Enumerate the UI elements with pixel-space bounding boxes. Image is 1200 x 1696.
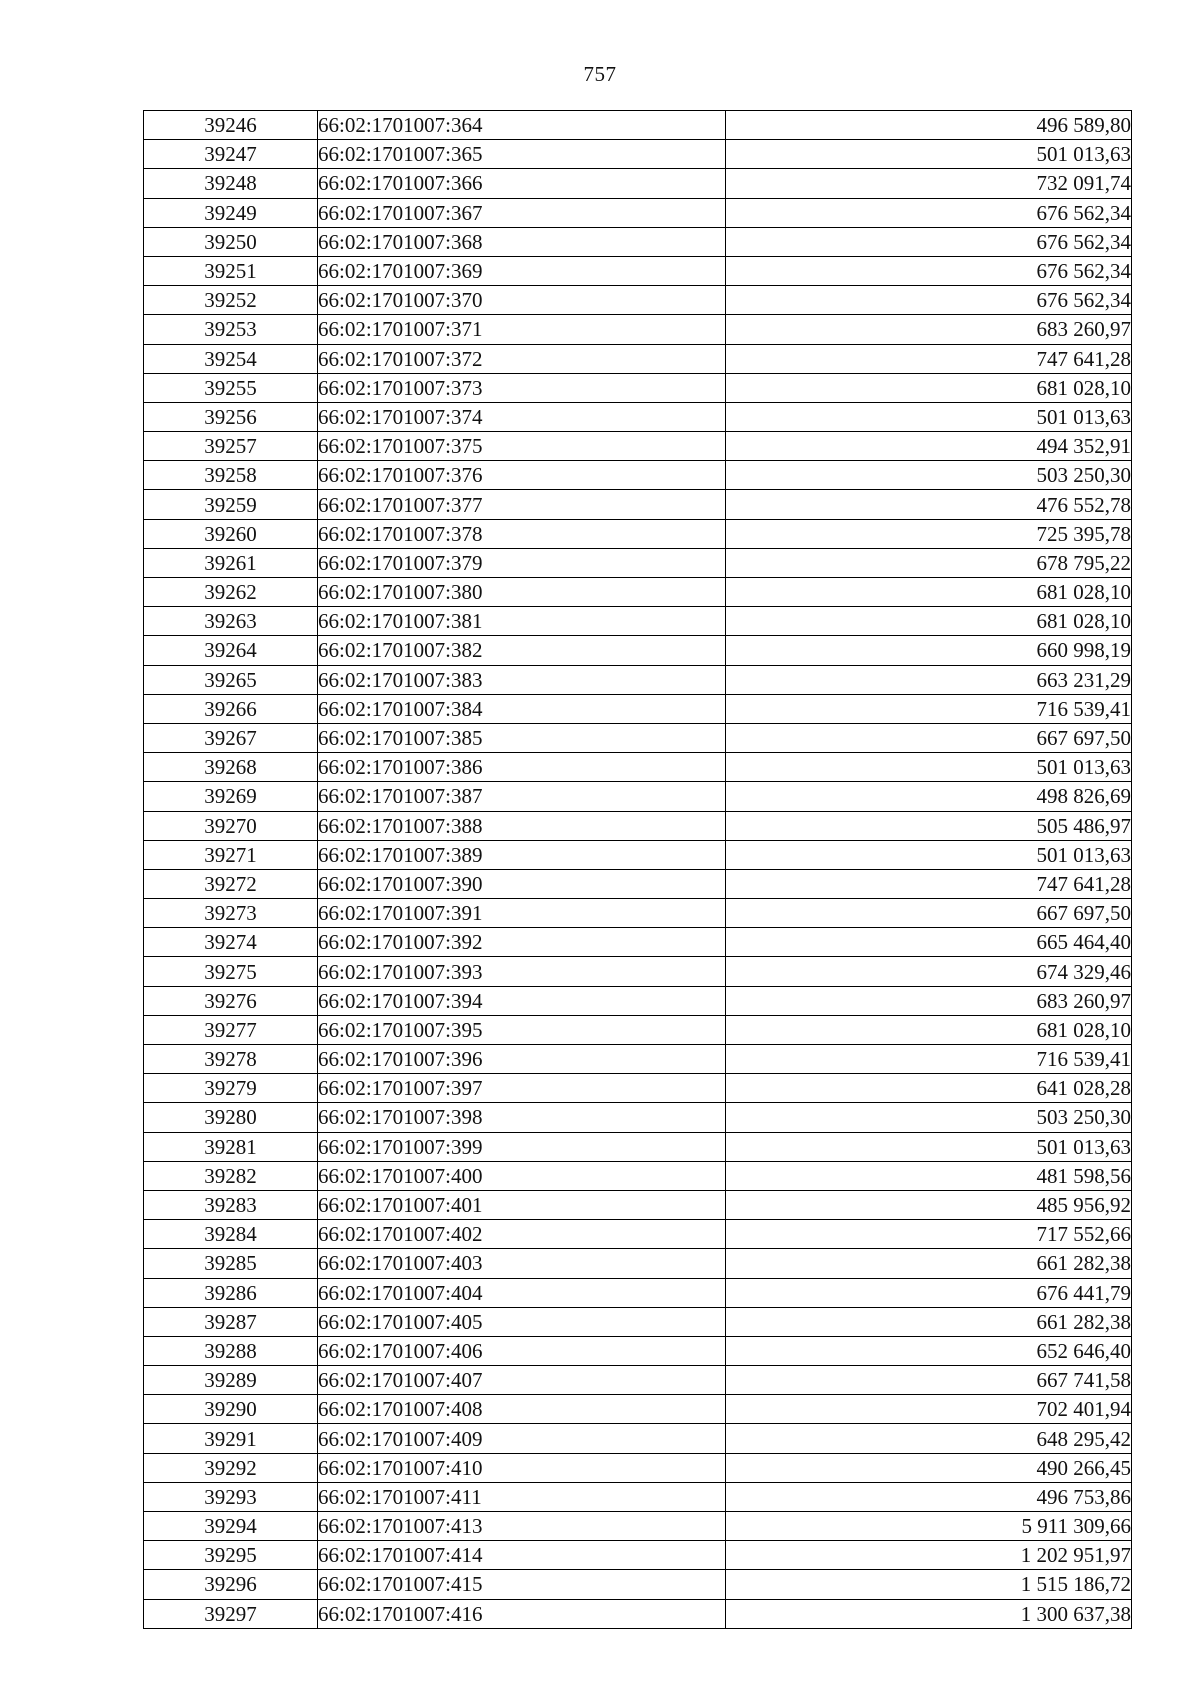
cadastral-value-cell: 498 826,69: [726, 782, 1132, 811]
cadastral-number-cell: 66:02:1701007:414: [318, 1541, 726, 1570]
row-number-cell: 39274: [144, 928, 318, 957]
cadastral-value-cell: 485 956,92: [726, 1190, 1132, 1219]
cadastral-value-cell: 648 295,42: [726, 1424, 1132, 1453]
row-number-cell: 39260: [144, 519, 318, 548]
table-row: [144, 1074, 1132, 1103]
table-row: [144, 1249, 1132, 1278]
table-row: [144, 811, 1132, 840]
cadastral-value-table: [143, 110, 1132, 1629]
cadastral-number-cell: 66:02:1701007:409: [318, 1424, 726, 1453]
row-number-cell: 39287: [144, 1307, 318, 1336]
cadastral-value-cell: 661 282,38: [726, 1249, 1132, 1278]
cadastral-number-cell: 66:02:1701007:395: [318, 1015, 726, 1044]
row-number-cell: 39252: [144, 286, 318, 315]
row-number-cell: 39273: [144, 899, 318, 928]
cadastral-number-cell: 66:02:1701007:389: [318, 840, 726, 869]
cadastral-value-cell: 667 697,50: [726, 723, 1132, 752]
cadastral-number-cell: 66:02:1701007:391: [318, 899, 726, 928]
cadastral-value-cell: 641 028,28: [726, 1074, 1132, 1103]
cadastral-number-cell: 66:02:1701007:381: [318, 607, 726, 636]
row-number-cell: 39268: [144, 753, 318, 782]
table-row: [144, 1307, 1132, 1336]
cadastral-value-cell: 747 641,28: [726, 869, 1132, 898]
table-row: [144, 869, 1132, 898]
cadastral-number-cell: 66:02:1701007:390: [318, 869, 726, 898]
table-row: [144, 753, 1132, 782]
table-row: [144, 1599, 1132, 1628]
table-row: [144, 1161, 1132, 1190]
row-number-cell: 39267: [144, 723, 318, 752]
cadastral-value-cell: 678 795,22: [726, 548, 1132, 577]
table-row: [144, 256, 1132, 285]
cadastral-value-cell: 501 013,63: [726, 140, 1132, 169]
table-row: [144, 1336, 1132, 1365]
cadastral-number-cell: 66:02:1701007:388: [318, 811, 726, 840]
table-row: [144, 490, 1132, 519]
cadastral-value-cell: 503 250,30: [726, 461, 1132, 490]
cadastral-value-cell: 496 589,80: [726, 111, 1132, 140]
row-number-cell: 39271: [144, 840, 318, 869]
cadastral-value-cell: 503 250,30: [726, 1103, 1132, 1132]
row-number-cell: 39251: [144, 256, 318, 285]
cadastral-value-cell: 652 646,40: [726, 1336, 1132, 1365]
table-row: [144, 957, 1132, 986]
table-row: [144, 140, 1132, 169]
row-number-cell: 39281: [144, 1132, 318, 1161]
table-row: [144, 1570, 1132, 1599]
row-number-cell: 39283: [144, 1190, 318, 1219]
row-number-cell: 39258: [144, 461, 318, 490]
cadastral-value-cell: 732 091,74: [726, 169, 1132, 198]
row-number-cell: 39295: [144, 1541, 318, 1570]
row-number-cell: 39250: [144, 227, 318, 256]
cadastral-value-cell: 681 028,10: [726, 578, 1132, 607]
table-row: [144, 1395, 1132, 1424]
cadastral-value-cell: 501 013,63: [726, 1132, 1132, 1161]
table-row: [144, 227, 1132, 256]
cadastral-value-cell: 490 266,45: [726, 1453, 1132, 1482]
table-row: [144, 432, 1132, 461]
cadastral-value-cell: 747 641,28: [726, 344, 1132, 373]
row-number-cell: 39288: [144, 1336, 318, 1365]
cadastral-value-cell: 496 753,86: [726, 1482, 1132, 1511]
cadastral-value-cell: 667 697,50: [726, 899, 1132, 928]
table-row: [144, 519, 1132, 548]
row-number-cell: 39294: [144, 1512, 318, 1541]
cadastral-number-cell: 66:02:1701007:366: [318, 169, 726, 198]
cadastral-number-cell: 66:02:1701007:400: [318, 1161, 726, 1190]
cadastral-number-cell: 66:02:1701007:379: [318, 548, 726, 577]
table-row: [144, 1103, 1132, 1132]
cadastral-number-cell: 66:02:1701007:374: [318, 402, 726, 431]
table-row: [144, 1015, 1132, 1044]
cadastral-value-cell: 661 282,38: [726, 1307, 1132, 1336]
cadastral-number-cell: 66:02:1701007:397: [318, 1074, 726, 1103]
table-row: [144, 1512, 1132, 1541]
cadastral-number-cell: 66:02:1701007:387: [318, 782, 726, 811]
cadastral-number-cell: 66:02:1701007:365: [318, 140, 726, 169]
row-number-cell: 39275: [144, 957, 318, 986]
cadastral-number-cell: 66:02:1701007:373: [318, 373, 726, 402]
row-number-cell: 39272: [144, 869, 318, 898]
row-number-cell: 39277: [144, 1015, 318, 1044]
row-number-cell: 39286: [144, 1278, 318, 1307]
table-row: [144, 1424, 1132, 1453]
row-number-cell: 39276: [144, 986, 318, 1015]
row-number-cell: 39255: [144, 373, 318, 402]
row-number-cell: 39289: [144, 1366, 318, 1395]
table-row: [144, 723, 1132, 752]
row-number-cell: 39292: [144, 1453, 318, 1482]
cadastral-value-cell: 683 260,97: [726, 986, 1132, 1015]
cadastral-value-cell: 676 441,79: [726, 1278, 1132, 1307]
row-number-cell: 39279: [144, 1074, 318, 1103]
row-number-cell: 39266: [144, 694, 318, 723]
cadastral-value-cell: 681 028,10: [726, 1015, 1132, 1044]
row-number-cell: 39247: [144, 140, 318, 169]
cadastral-number-cell: 66:02:1701007:396: [318, 1045, 726, 1074]
cadastral-value-cell: 501 013,63: [726, 402, 1132, 431]
row-number-cell: 39285: [144, 1249, 318, 1278]
row-number-cell: 39291: [144, 1424, 318, 1453]
row-number-cell: 39249: [144, 198, 318, 227]
cadastral-number-cell: 66:02:1701007:399: [318, 1132, 726, 1161]
row-number-cell: 39269: [144, 782, 318, 811]
table-row: [144, 607, 1132, 636]
row-number-cell: 39297: [144, 1599, 318, 1628]
cadastral-number-cell: 66:02:1701007:408: [318, 1395, 726, 1424]
cadastral-value-cell: 505 486,97: [726, 811, 1132, 840]
table-row: [144, 578, 1132, 607]
cadastral-value-cell: 663 231,29: [726, 665, 1132, 694]
cadastral-value-cell: 725 395,78: [726, 519, 1132, 548]
row-number-cell: 39257: [144, 432, 318, 461]
cadastral-number-cell: 66:02:1701007:406: [318, 1336, 726, 1365]
table-row: [144, 986, 1132, 1015]
table-row: [144, 198, 1132, 227]
cadastral-number-cell: 66:02:1701007:384: [318, 694, 726, 723]
cadastral-value-cell: 1 202 951,97: [726, 1541, 1132, 1570]
row-number-cell: 39265: [144, 665, 318, 694]
cadastral-value-cell: 681 028,10: [726, 373, 1132, 402]
row-number-cell: 39280: [144, 1103, 318, 1132]
cadastral-number-cell: 66:02:1701007:410: [318, 1453, 726, 1482]
cadastral-number-cell: 66:02:1701007:383: [318, 665, 726, 694]
row-number-cell: 39253: [144, 315, 318, 344]
cadastral-value-cell: 676 562,34: [726, 227, 1132, 256]
row-number-cell: 39246: [144, 111, 318, 140]
cadastral-number-cell: 66:02:1701007:370: [318, 286, 726, 315]
table-row: [144, 1366, 1132, 1395]
row-number-cell: 39290: [144, 1395, 318, 1424]
cadastral-number-cell: 66:02:1701007:416: [318, 1599, 726, 1628]
table-row: [144, 899, 1132, 928]
row-number-cell: 39261: [144, 548, 318, 577]
cadastral-number-cell: 66:02:1701007:394: [318, 986, 726, 1015]
table-row: [144, 636, 1132, 665]
cadastral-value-cell: 1 515 186,72: [726, 1570, 1132, 1599]
cadastral-number-cell: 66:02:1701007:415: [318, 1570, 726, 1599]
cadastral-value-cell: 681 028,10: [726, 607, 1132, 636]
cadastral-number-cell: 66:02:1701007:407: [318, 1366, 726, 1395]
table-row: [144, 373, 1132, 402]
row-number-cell: 39248: [144, 169, 318, 198]
cadastral-number-cell: 66:02:1701007:403: [318, 1249, 726, 1278]
cadastral-number-cell: 66:02:1701007:401: [318, 1190, 726, 1219]
cadastral-number-cell: 66:02:1701007:386: [318, 753, 726, 782]
cadastral-number-cell: 66:02:1701007:382: [318, 636, 726, 665]
cadastral-value-cell: 716 539,41: [726, 1045, 1132, 1074]
table-row: [144, 1278, 1132, 1307]
cadastral-number-cell: 66:02:1701007:402: [318, 1220, 726, 1249]
cadastral-value-cell: 676 562,34: [726, 256, 1132, 285]
row-number-cell: 39296: [144, 1570, 318, 1599]
table-row: [144, 286, 1132, 315]
table-row: [144, 111, 1132, 140]
table-row: [144, 1190, 1132, 1219]
cadastral-value-cell: 683 260,97: [726, 315, 1132, 344]
table-body: [144, 111, 1132, 1629]
table-row: [144, 169, 1132, 198]
table-row: [144, 1453, 1132, 1482]
cadastral-value-cell: 674 329,46: [726, 957, 1132, 986]
cadastral-value-cell: 676 562,34: [726, 286, 1132, 315]
cadastral-value-cell: 676 562,34: [726, 198, 1132, 227]
cadastral-value-cell: 660 998,19: [726, 636, 1132, 665]
page-number: 757: [583, 62, 617, 86]
table-row: [144, 548, 1132, 577]
cadastral-value-cell: 501 013,63: [726, 753, 1132, 782]
cadastral-number-cell: 66:02:1701007:413: [318, 1512, 726, 1541]
row-number-cell: 39293: [144, 1482, 318, 1511]
cadastral-number-cell: 66:02:1701007:378: [318, 519, 726, 548]
table-row: [144, 1045, 1132, 1074]
row-number-cell: 39263: [144, 607, 318, 636]
cadastral-number-cell: 66:02:1701007:392: [318, 928, 726, 957]
cadastral-value-cell: 1 300 637,38: [726, 1599, 1132, 1628]
cadastral-value-cell: 702 401,94: [726, 1395, 1132, 1424]
cadastral-value-cell: 481 598,56: [726, 1161, 1132, 1190]
cadastral-value-cell: 667 741,58: [726, 1366, 1132, 1395]
cadastral-number-cell: 66:02:1701007:380: [318, 578, 726, 607]
table-row: [144, 782, 1132, 811]
cadastral-value-cell: 494 352,91: [726, 432, 1132, 461]
row-number-cell: 39282: [144, 1161, 318, 1190]
cadastral-number-cell: 66:02:1701007:377: [318, 490, 726, 519]
table-row: [144, 344, 1132, 373]
cadastral-number-cell: 66:02:1701007:405: [318, 1307, 726, 1336]
table-row: [144, 928, 1132, 957]
cadastral-value-cell: 716 539,41: [726, 694, 1132, 723]
row-number-cell: 39270: [144, 811, 318, 840]
cadastral-number-cell: 66:02:1701007:371: [318, 315, 726, 344]
table-row: [144, 665, 1132, 694]
table-row: [144, 1482, 1132, 1511]
cadastral-value-cell: 5 911 309,66: [726, 1512, 1132, 1541]
row-number-cell: 39259: [144, 490, 318, 519]
cadastral-value-cell: 717 552,66: [726, 1220, 1132, 1249]
row-number-cell: 39262: [144, 578, 318, 607]
cadastral-number-cell: 66:02:1701007:372: [318, 344, 726, 373]
table-row: [144, 1132, 1132, 1161]
cadastral-number-cell: 66:02:1701007:404: [318, 1278, 726, 1307]
cadastral-number-cell: 66:02:1701007:369: [318, 256, 726, 285]
cadastral-number-cell: 66:02:1701007:367: [318, 198, 726, 227]
cadastral-number-cell: 66:02:1701007:364: [318, 111, 726, 140]
row-number-cell: 39264: [144, 636, 318, 665]
table-row: [144, 402, 1132, 431]
cadastral-value-cell: 476 552,78: [726, 490, 1132, 519]
cadastral-value-cell: 501 013,63: [726, 840, 1132, 869]
row-number-cell: 39256: [144, 402, 318, 431]
table-row: [144, 461, 1132, 490]
cadastral-number-cell: 66:02:1701007:398: [318, 1103, 726, 1132]
cadastral-number-cell: 66:02:1701007:376: [318, 461, 726, 490]
cadastral-number-cell: 66:02:1701007:411: [318, 1482, 726, 1511]
cadastral-number-cell: 66:02:1701007:393: [318, 957, 726, 986]
row-number-cell: 39278: [144, 1045, 318, 1074]
cadastral-value-cell: 665 464,40: [726, 928, 1132, 957]
table-row: [144, 315, 1132, 344]
cadastral-number-cell: 66:02:1701007:385: [318, 723, 726, 752]
cadastral-number-cell: 66:02:1701007:375: [318, 432, 726, 461]
table-row: [144, 1541, 1132, 1570]
table-row: [144, 694, 1132, 723]
cadastral-number-cell: 66:02:1701007:368: [318, 227, 726, 256]
table-row: [144, 840, 1132, 869]
table-row: [144, 1220, 1132, 1249]
row-number-cell: 39254: [144, 344, 318, 373]
row-number-cell: 39284: [144, 1220, 318, 1249]
